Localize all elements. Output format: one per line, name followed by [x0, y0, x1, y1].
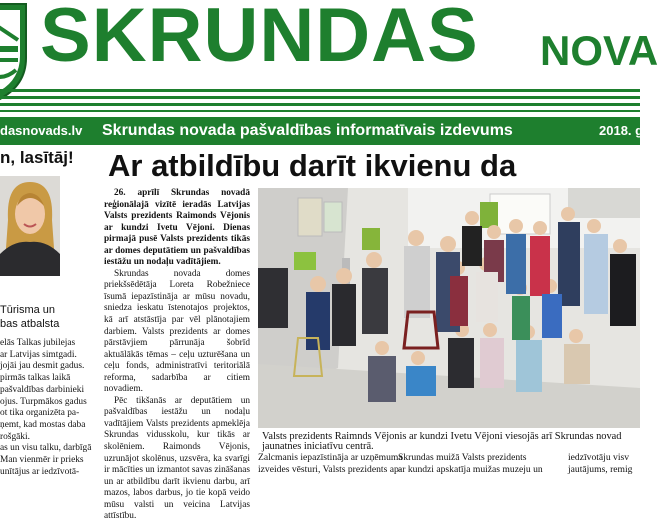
body-line: izveides vēsturi, Valsts prezidents ap-	[258, 464, 402, 475]
photo-caption-continued: jaunatnes iniciatīvu centrā.	[262, 441, 374, 452]
body-line: unītājus ar iedzīvotā-	[0, 466, 80, 477]
article-continued-col3	[568, 452, 632, 476]
masthead-rule	[0, 110, 640, 112]
article-continued-col1	[258, 452, 403, 476]
body-line: pašvaldības darbinieki	[0, 384, 85, 395]
body-line: pirmās talkas laikā	[0, 373, 71, 384]
article-headline: Ar atbildību darīt ikvienu da	[108, 148, 517, 183]
masthead-subtitle: NOVA	[540, 27, 658, 74]
body-line: ot tika organizēta pa-	[0, 408, 80, 419]
masthead-title: SKRUNDAS	[40, 0, 479, 78]
issue-date: 2018. g	[599, 123, 644, 138]
article-paragraph: Pēc tikšanās ar deputātiem un pašvaldības iestāžu un nodaļu vadītājiem Valsts prezidents apmeklēja Skrundas vidusskolu, kur tikās ar skolēniem. Raimonds Vējonis, uzrunājot skolēnus, uzsvēra, ka svarīgi ir mācīties un izmantot savas zināšanas un ar atbildību darīt ikvienu darbu, arī mazos, labos darbus, jo tie kopā veido mūsu valsti un veicina Latvijas attīstību.	[104, 395, 250, 522]
website-link[interactable]: dasnovads.lv	[0, 123, 83, 138]
body-line: Zalcmanis iepazīstināja ar uzņēmuma	[258, 452, 403, 463]
body-line: jautājums, remig	[568, 464, 633, 475]
greeting-heading: n, lasītāj!	[0, 148, 74, 167]
masthead-rule	[0, 103, 640, 106]
masthead-rule	[0, 89, 640, 92]
body-line: Skrundas muižā Valsts prezidents	[398, 452, 527, 463]
body-line: elās Talkas jubilejas	[0, 338, 76, 348]
article-continued-col2	[398, 452, 543, 476]
body-line: ar Latvijas simtgadi.	[0, 349, 77, 360]
group-photo	[258, 188, 640, 428]
publication-name: Skrundas novada pašvaldības informatīvais izdevums	[102, 122, 513, 139]
body-line: rošgāki.	[0, 431, 30, 442]
portrait-photo	[0, 176, 60, 276]
body-line: ar kundzi apskatīja muižas muzeju un	[398, 464, 543, 475]
article-paragraph: Skrundas novada domes priekšsēdētāja Loreta Robežniece īsumā iepazīstināja ar mūsu novadu, sniedza ieskatu īstenotajos projektos, kā arī atstāstīja par vēl plānotajiem darbiem. Valsts prezidents ar domes pārstāvjiem pārrunāja šobrīd aktuālākās tēmas – ceļu uzturēšana un ceļu fonds, administratīvi teritoriālā reforma, sadarbība ar citiem novadiem.	[104, 268, 250, 395]
body-line: ojus. Turpmākos gadus	[0, 396, 87, 407]
body-line: ņemt, kad mostas daba	[0, 419, 86, 430]
body-line: Man vienmēr ir prieks	[0, 455, 84, 466]
portrait-caption: Tūrisma un	[0, 304, 56, 316]
masthead-band	[0, 117, 644, 145]
body-line: iedzīvotāju visv	[568, 452, 630, 463]
article-lead: 26. aprīlī Skrundas novadā reģionālajā vizītē ieradās Latvijas Valsts prezidents Raimonds Vējonis ar kundzi Ivetu Vējoni. Dienas pirmajā pusē Valsts prezidents tikās ar domes deputātiem un pašvaldības iestāžu un nodaļu vadītājiem.	[104, 188, 250, 268]
masthead-rule	[0, 96, 640, 99]
photo-caption: Valsts prezidents Raimnds Vējonis ar kundzi Ivetu Vējoni viesojās arī Skrundas novad	[262, 431, 622, 442]
portrait-caption: bas atbalsta	[0, 318, 60, 330]
sidebar-body	[0, 338, 92, 478]
body-line: as un visu talku, darbīgā	[0, 443, 92, 454]
article-body	[104, 188, 250, 523]
body-line: jojāi jau desmit gadus.	[0, 361, 85, 372]
